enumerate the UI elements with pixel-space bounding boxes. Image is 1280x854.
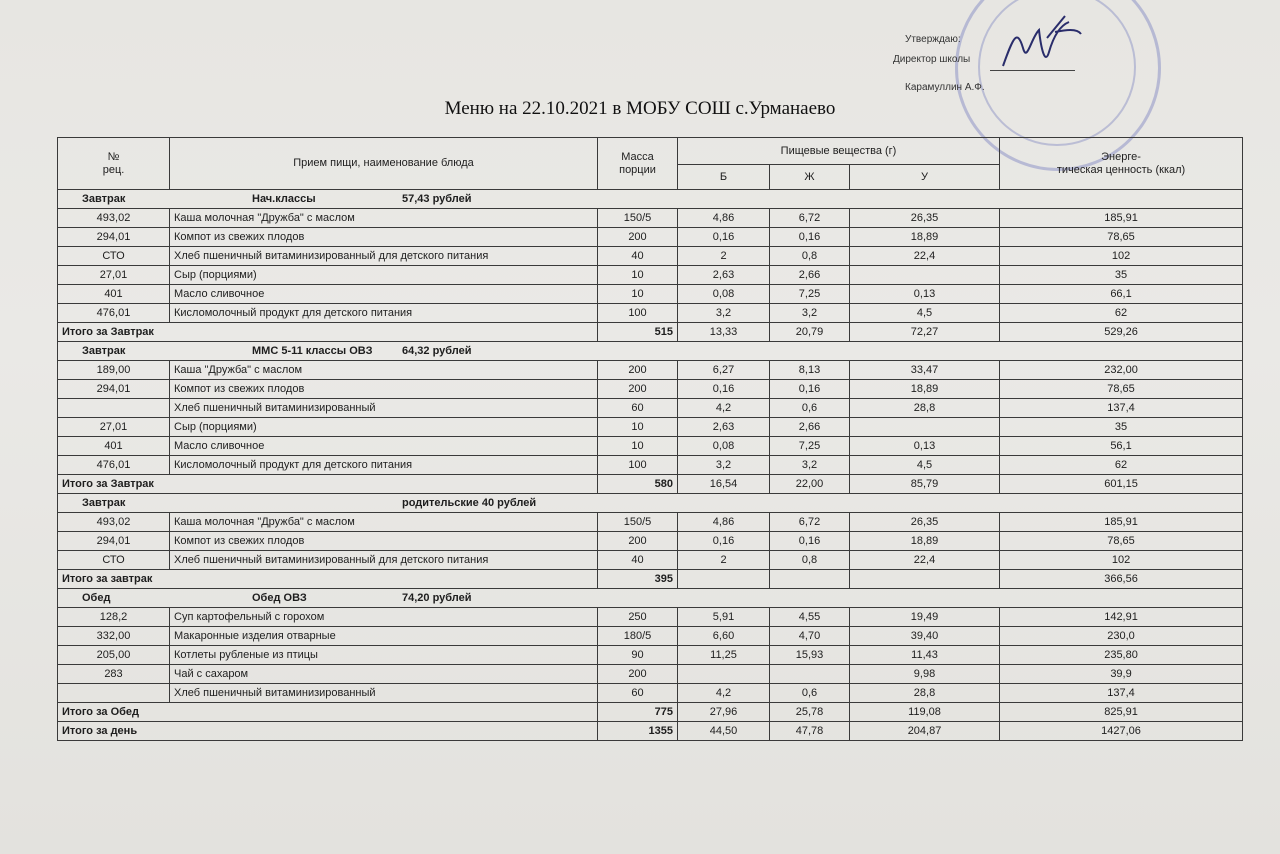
portion-mass: 200 <box>598 532 678 551</box>
protein: 2 <box>678 551 770 570</box>
total-protein: 13,33 <box>678 323 770 342</box>
dish-name: Котлеты рубленые из птицы <box>170 646 598 665</box>
recipe-number: 493,02 <box>58 209 170 228</box>
energy: 78,65 <box>1000 380 1243 399</box>
day-total-mass: 1355 <box>598 722 678 741</box>
table-row <box>58 646 1243 665</box>
carbs: 18,89 <box>850 532 1000 551</box>
table-row <box>58 418 1243 437</box>
protein: 6,60 <box>678 627 770 646</box>
energy: 102 <box>1000 247 1243 266</box>
carbs: 22,4 <box>850 247 1000 266</box>
total-label: Итого за завтрак <box>58 570 598 589</box>
fat: 2,66 <box>770 266 850 285</box>
fat: 2,66 <box>770 418 850 437</box>
total-mass: 395 <box>598 570 678 589</box>
dish-name: Каша "Дружба" с маслом <box>170 361 598 380</box>
day-total-carbs: 204,87 <box>850 722 1000 741</box>
total-mass: 580 <box>598 475 678 494</box>
section-total-row <box>58 703 1243 722</box>
total-protein: 16,54 <box>678 475 770 494</box>
energy: 232,00 <box>1000 361 1243 380</box>
dish-name: Макаронные изделия отварные <box>170 627 598 646</box>
dish-name: Каша молочная "Дружба" с маслом <box>170 209 598 228</box>
total-protein: 27,96 <box>678 703 770 722</box>
protein: 2,63 <box>678 266 770 285</box>
dish-name: Компот из свежих плодов <box>170 380 598 399</box>
table-row <box>58 684 1243 703</box>
energy: 35 <box>1000 266 1243 285</box>
section-price: родительские 40 рублей <box>402 497 537 509</box>
portion-mass: 200 <box>598 380 678 399</box>
portion-mass: 60 <box>598 684 678 703</box>
protein <box>678 665 770 684</box>
protein: 3,2 <box>678 456 770 475</box>
carbs: 26,35 <box>850 513 1000 532</box>
section-header <box>58 589 1243 608</box>
recipe-number: 205,00 <box>58 646 170 665</box>
section-header <box>58 190 1243 209</box>
page-title: Меню на 22.10.2021 в МОБУ СОШ с.Урманаево <box>444 98 836 119</box>
protein: 6,27 <box>678 361 770 380</box>
energy: 185,91 <box>1000 513 1243 532</box>
total-fat <box>770 570 850 589</box>
recipe-number: 401 <box>58 285 170 304</box>
recipe-number: 332,00 <box>58 627 170 646</box>
table-row <box>58 627 1243 646</box>
fat: 4,55 <box>770 608 850 627</box>
section-group: Обед ОВЗ <box>252 592 307 604</box>
total-mass: 515 <box>598 323 678 342</box>
header-zh: Ж <box>770 165 850 190</box>
energy: 235,80 <box>1000 646 1243 665</box>
section-header-cell <box>58 190 1243 209</box>
energy: 62 <box>1000 456 1243 475</box>
carbs: 28,8 <box>850 399 1000 418</box>
portion-mass: 150/5 <box>598 209 678 228</box>
fat: 8,13 <box>770 361 850 380</box>
section-price: 74,20 рублей <box>402 592 472 604</box>
table-row <box>58 304 1243 323</box>
table-row <box>58 361 1243 380</box>
protein: 0,16 <box>678 228 770 247</box>
section-header-cell <box>58 589 1243 608</box>
dish-name: Каша молочная "Дружба" с маслом <box>170 513 598 532</box>
energy: 102 <box>1000 551 1243 570</box>
energy: 78,65 <box>1000 532 1243 551</box>
section-price: 57,43 рублей <box>402 193 472 205</box>
carbs: 39,40 <box>850 627 1000 646</box>
portion-mass: 200 <box>598 665 678 684</box>
recipe-number <box>58 684 170 703</box>
section-meal: Завтрак <box>82 345 126 357</box>
total-energy: 366,56 <box>1000 570 1243 589</box>
carbs: 33,47 <box>850 361 1000 380</box>
day-total-energy: 1427,06 <box>1000 722 1243 741</box>
fat: 0,8 <box>770 551 850 570</box>
table-row <box>58 266 1243 285</box>
portion-mass: 250 <box>598 608 678 627</box>
fat: 6,72 <box>770 209 850 228</box>
protein: 4,2 <box>678 684 770 703</box>
recipe-number: 283 <box>58 665 170 684</box>
dish-name: Сыр (порциями) <box>170 418 598 437</box>
table-row <box>58 665 1243 684</box>
recipe-number: СТО <box>58 247 170 266</box>
day-total-label: Итого за день <box>58 722 598 741</box>
carbs: 19,49 <box>850 608 1000 627</box>
dish-name: Компот из свежих плодов <box>170 228 598 247</box>
fat: 4,70 <box>770 627 850 646</box>
section-total-row <box>58 570 1243 589</box>
section-meal: Завтрак <box>82 497 126 509</box>
fat: 15,93 <box>770 646 850 665</box>
header-dish: Прием пищи, наименование блюда <box>170 138 598 190</box>
total-label: Итого за Завтрак <box>58 475 598 494</box>
dish-name: Суп картофельный с горохом <box>170 608 598 627</box>
carbs: 26,35 <box>850 209 1000 228</box>
carbs: 9,98 <box>850 665 1000 684</box>
section-group: Нач.классы <box>252 193 316 205</box>
recipe-number <box>58 399 170 418</box>
portion-mass: 10 <box>598 285 678 304</box>
carbs: 18,89 <box>850 228 1000 247</box>
portion-mass: 100 <box>598 304 678 323</box>
energy: 66,1 <box>1000 285 1243 304</box>
table-row <box>58 247 1243 266</box>
table-row <box>58 608 1243 627</box>
section-header <box>58 342 1243 361</box>
dish-name: Компот из свежих плодов <box>170 532 598 551</box>
portion-mass: 10 <box>598 266 678 285</box>
table-row <box>58 513 1243 532</box>
dish-name: Чай с сахаром <box>170 665 598 684</box>
recipe-number: 128,2 <box>58 608 170 627</box>
fat: 7,25 <box>770 285 850 304</box>
energy: 137,4 <box>1000 684 1243 703</box>
dish-name: Хлеб пшеничный витаминизированный <box>170 399 598 418</box>
recipe-number: 27,01 <box>58 266 170 285</box>
recipe-number: 189,00 <box>58 361 170 380</box>
protein: 2,63 <box>678 418 770 437</box>
approval-position: Директор школы <box>893 54 971 65</box>
protein: 11,25 <box>678 646 770 665</box>
carbs: 0,13 <box>850 437 1000 456</box>
section-header-cell <box>58 342 1243 361</box>
protein: 0,16 <box>678 380 770 399</box>
total-carbs <box>850 570 1000 589</box>
portion-mass: 60 <box>598 399 678 418</box>
total-carbs: 119,08 <box>850 703 1000 722</box>
total-energy: 529,26 <box>1000 323 1243 342</box>
table-row <box>58 551 1243 570</box>
portion-mass: 10 <box>598 418 678 437</box>
table-body <box>58 190 1243 741</box>
carbs <box>850 418 1000 437</box>
total-fat: 25,78 <box>770 703 850 722</box>
section-meal: Завтрак <box>82 193 126 205</box>
portion-mass: 40 <box>598 247 678 266</box>
fat: 0,6 <box>770 399 850 418</box>
section-group: ММС 5-11 классы ОВЗ <box>252 345 373 357</box>
total-carbs: 85,79 <box>850 475 1000 494</box>
table-row <box>58 209 1243 228</box>
recipe-number: 294,01 <box>58 532 170 551</box>
dish-name: Хлеб пшеничный витаминизированный для детского питания <box>170 247 598 266</box>
header-u: У <box>850 165 1000 190</box>
carbs <box>850 266 1000 285</box>
portion-mass: 90 <box>598 646 678 665</box>
total-label: Итого за Завтрак <box>58 323 598 342</box>
total-carbs: 72,27 <box>850 323 1000 342</box>
table-row <box>58 532 1243 551</box>
protein: 4,86 <box>678 513 770 532</box>
energy: 62 <box>1000 304 1243 323</box>
dish-name: Хлеб пшеничный витаминизированный <box>170 684 598 703</box>
day-total-fat: 47,78 <box>770 722 850 741</box>
carbs: 11,43 <box>850 646 1000 665</box>
total-energy: 825,91 <box>1000 703 1243 722</box>
dish-name: Кисломолочный продукт для детского питания <box>170 304 598 323</box>
carbs: 28,8 <box>850 684 1000 703</box>
fat: 6,72 <box>770 513 850 532</box>
header-b: Б <box>678 165 770 190</box>
total-label: Итого за Обед <box>58 703 598 722</box>
carbs: 22,4 <box>850 551 1000 570</box>
recipe-number: 294,01 <box>58 228 170 247</box>
energy: 185,91 <box>1000 209 1243 228</box>
portion-mass: 150/5 <box>598 513 678 532</box>
energy: 35 <box>1000 418 1243 437</box>
approval-title: Утверждаю: <box>905 34 961 45</box>
signature-icon <box>995 8 1085 98</box>
protein: 0,16 <box>678 532 770 551</box>
fat: 3,2 <box>770 456 850 475</box>
fat: 7,25 <box>770 437 850 456</box>
fat: 0,8 <box>770 247 850 266</box>
energy: 78,65 <box>1000 228 1243 247</box>
table-row <box>58 228 1243 247</box>
section-meal: Обед <box>82 592 111 604</box>
menu-table <box>57 137 1243 741</box>
dish-name: Масло сливочное <box>170 285 598 304</box>
recipe-number: 476,01 <box>58 304 170 323</box>
energy: 137,4 <box>1000 399 1243 418</box>
recipe-number: 493,02 <box>58 513 170 532</box>
fat: 3,2 <box>770 304 850 323</box>
section-total-row <box>58 475 1243 494</box>
portion-mass: 200 <box>598 228 678 247</box>
energy: 56,1 <box>1000 437 1243 456</box>
carbs: 18,89 <box>850 380 1000 399</box>
recipe-number: 294,01 <box>58 380 170 399</box>
fat: 0,6 <box>770 684 850 703</box>
dish-name: Хлеб пшеничный витаминизированный для детского питания <box>170 551 598 570</box>
dish-name: Масло сливочное <box>170 437 598 456</box>
total-energy: 601,15 <box>1000 475 1243 494</box>
fat: 0,16 <box>770 380 850 399</box>
protein: 5,91 <box>678 608 770 627</box>
protein: 4,2 <box>678 399 770 418</box>
total-fat: 22,00 <box>770 475 850 494</box>
recipe-number: 27,01 <box>58 418 170 437</box>
section-total-row <box>58 323 1243 342</box>
section-header <box>58 494 1243 513</box>
approval-name: Карамуллин А.Ф. <box>905 82 985 93</box>
fat: 0,16 <box>770 228 850 247</box>
table-row <box>58 399 1243 418</box>
energy: 230,0 <box>1000 627 1243 646</box>
carbs: 4,5 <box>850 304 1000 323</box>
protein: 3,2 <box>678 304 770 323</box>
header-nutrients: Пищевые вещества (г) <box>678 138 1000 165</box>
section-price: 64,32 рублей <box>402 345 472 357</box>
day-total-row <box>58 722 1243 741</box>
section-header-cell <box>58 494 1243 513</box>
carbs: 4,5 <box>850 456 1000 475</box>
protein: 0,08 <box>678 285 770 304</box>
protein: 0,08 <box>678 437 770 456</box>
recipe-number: 476,01 <box>58 456 170 475</box>
protein: 4,86 <box>678 209 770 228</box>
energy: 39,9 <box>1000 665 1243 684</box>
header-rec: № рец. <box>58 138 170 190</box>
day-total-protein: 44,50 <box>678 722 770 741</box>
fat: 0,16 <box>770 532 850 551</box>
carbs: 0,13 <box>850 285 1000 304</box>
table-row <box>58 380 1243 399</box>
table-row <box>58 437 1243 456</box>
energy: 142,91 <box>1000 608 1243 627</box>
portion-mass: 40 <box>598 551 678 570</box>
protein: 2 <box>678 247 770 266</box>
table-row <box>58 285 1243 304</box>
portion-mass: 200 <box>598 361 678 380</box>
dish-name: Сыр (порциями) <box>170 266 598 285</box>
portion-mass: 180/5 <box>598 627 678 646</box>
header-energy: Энерге- тическая ценность (ккал) <box>1000 138 1243 190</box>
total-protein <box>678 570 770 589</box>
dish-name: Кисломолочный продукт для детского питания <box>170 456 598 475</box>
portion-mass: 10 <box>598 437 678 456</box>
fat <box>770 665 850 684</box>
header-mass: Масса порции <box>598 138 678 190</box>
total-mass: 775 <box>598 703 678 722</box>
table-row <box>58 456 1243 475</box>
recipe-number: 401 <box>58 437 170 456</box>
portion-mass: 100 <box>598 456 678 475</box>
recipe-number: СТО <box>58 551 170 570</box>
table-header <box>58 138 1243 190</box>
total-fat: 20,79 <box>770 323 850 342</box>
